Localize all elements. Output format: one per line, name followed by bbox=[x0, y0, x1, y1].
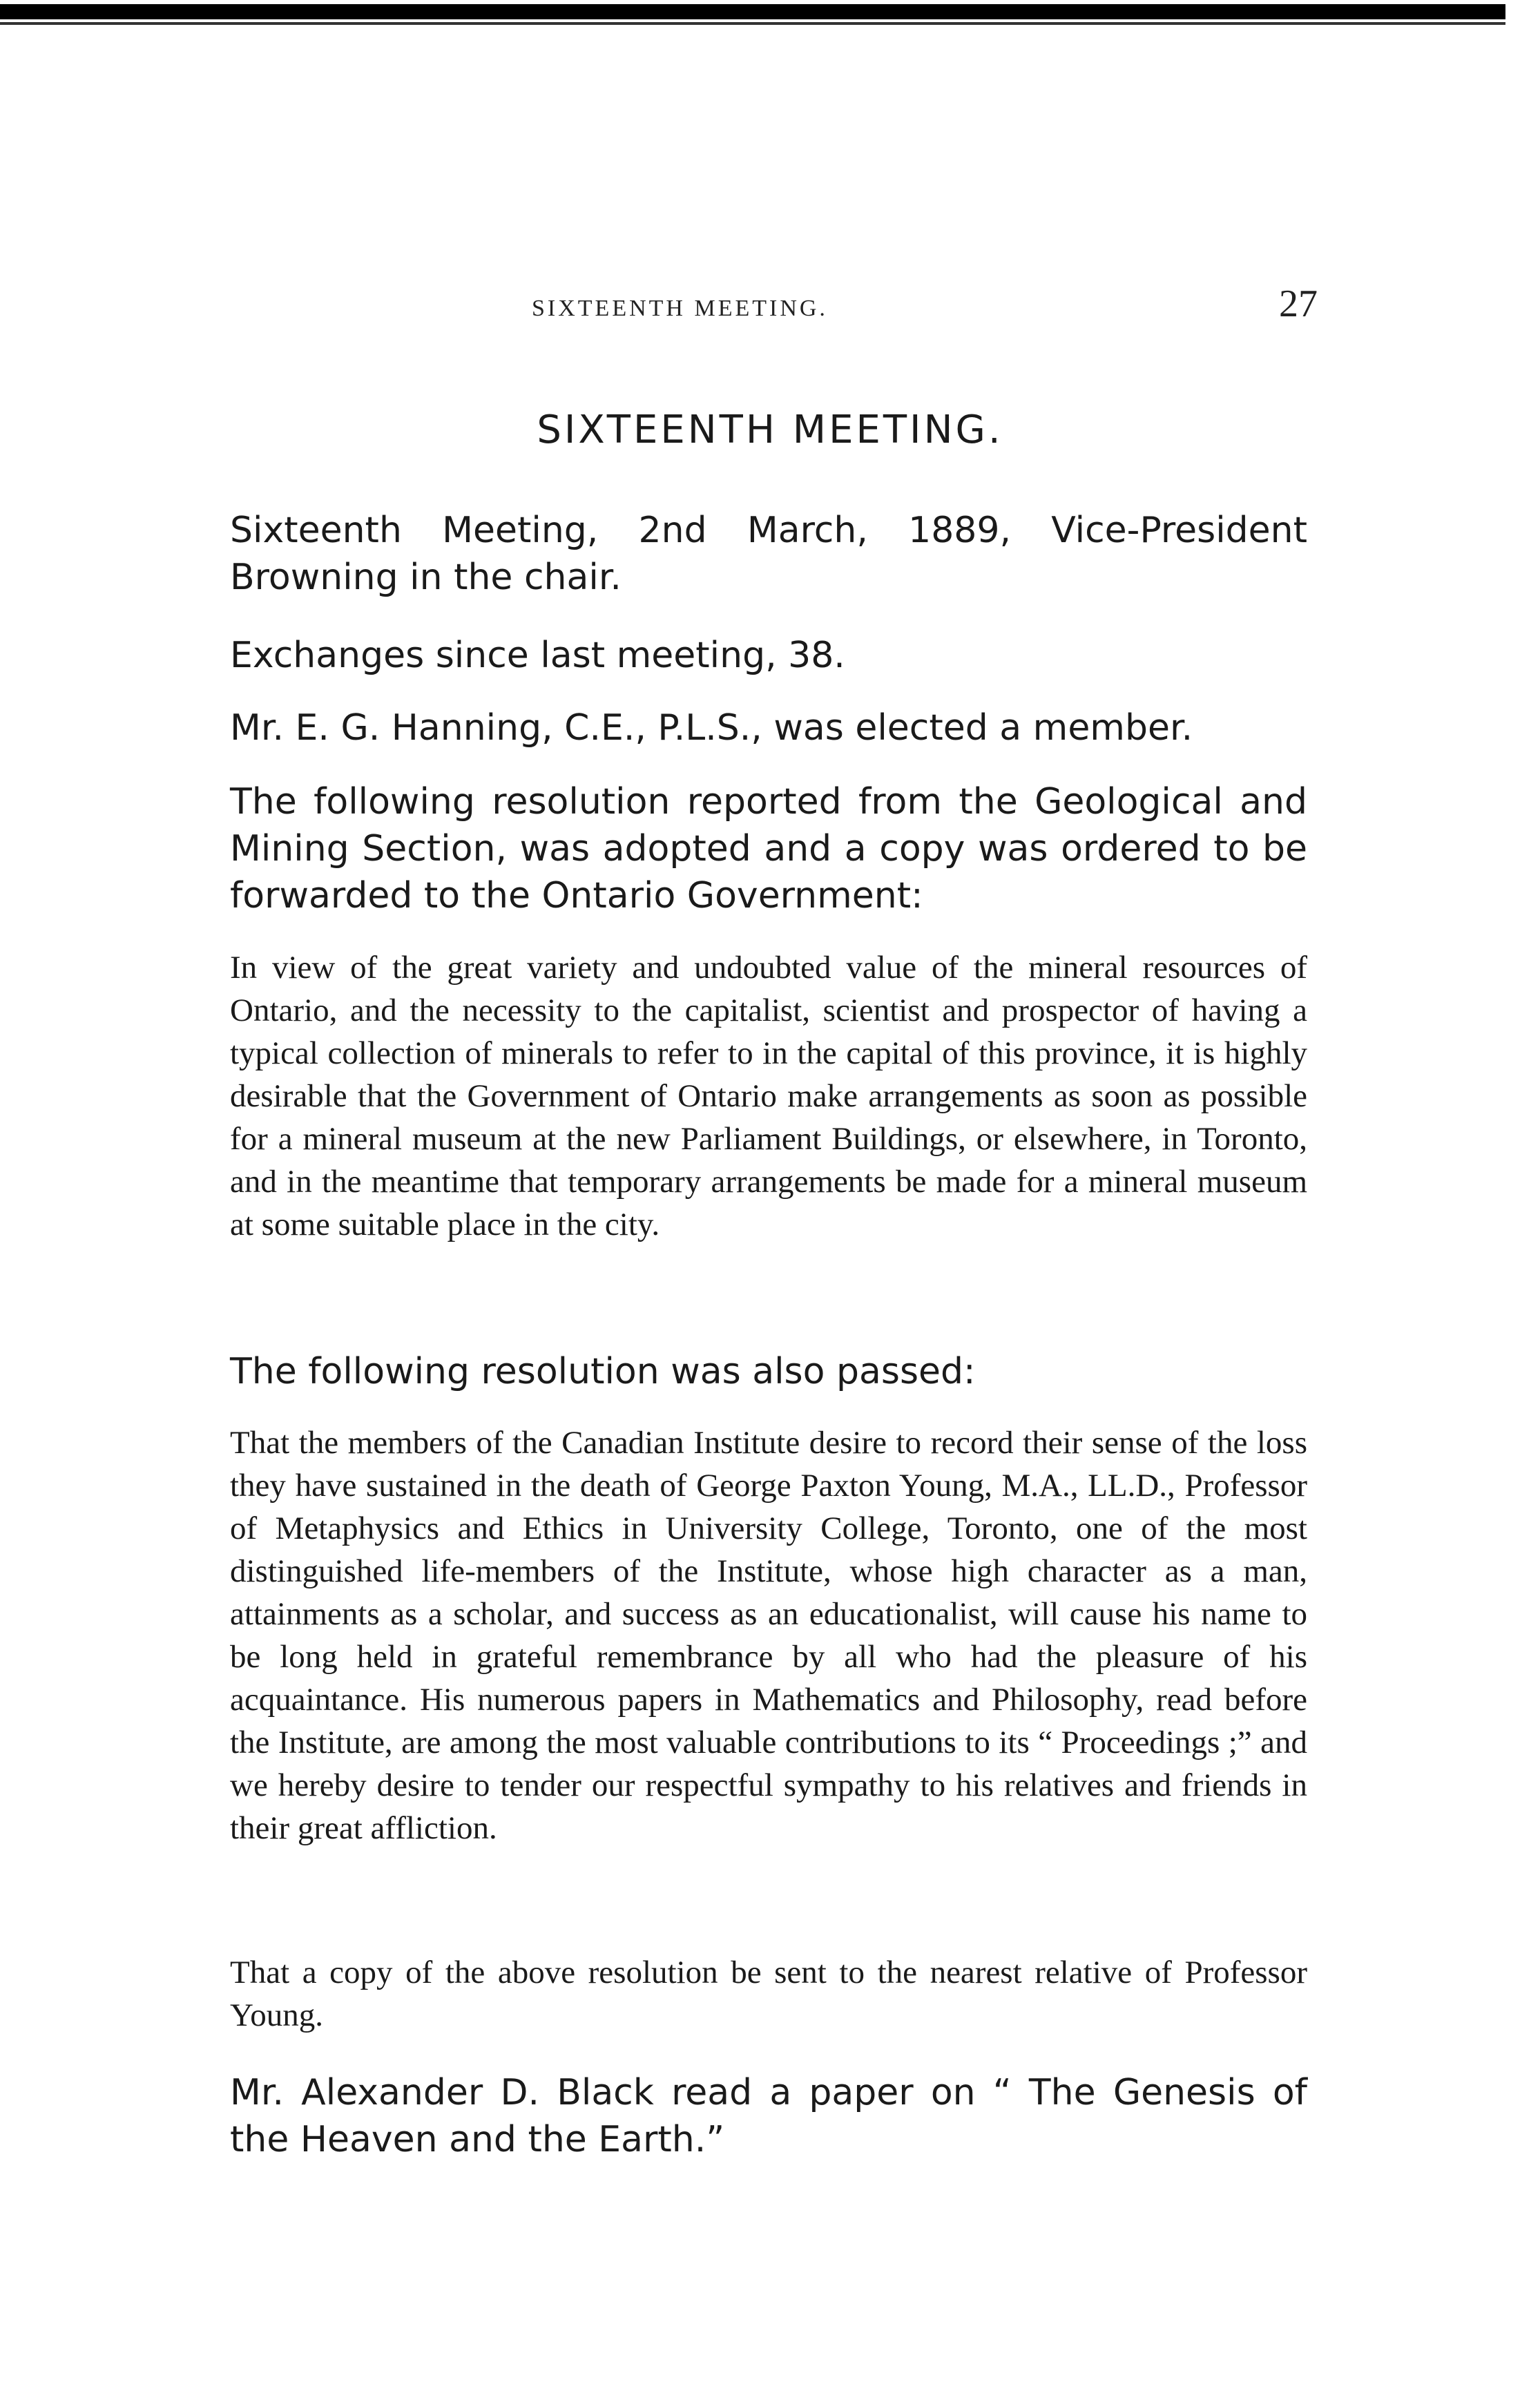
paragraph-meeting-date: Sixteenth Meeting, 2nd March, 1889, Vice-President Browning in the chair. bbox=[230, 510, 1307, 598]
resolution-mineral-museum: In view of the great variety and undoubted value of the mineral resources of Ontario, and the necessity to the capitalist, scientist and prospector of having a typical collection of minerals to refer to in the capital of this province, it is highly desirable that the Government of Ontario make arrangements as soon as possible for a mineral museum at the new Parliament Buildings, or elsewhere, in Toronto, and in the meantime that temporary arrangements be made for a mineral museum at some suitable place in the city. bbox=[230, 950, 1307, 1242]
top-rule bbox=[0, 4, 1505, 19]
page-number: 27 bbox=[1279, 282, 1318, 325]
paragraph-exchanges: Exchanges since last meeting, 38. bbox=[230, 635, 845, 676]
paragraph-resolution-intro: The following resolution reported from the Geological and Mining Section, was adopted and a copy was ordered to be forwarded to the Ontario Government: bbox=[230, 781, 1307, 916]
paragraph-second-resolution-intro: The following resolution was also passed: bbox=[230, 1351, 976, 1392]
resolution-copy-to-relative: That a copy of the above resolution be sent to the nearest relative of Professor Young. bbox=[230, 1955, 1307, 2033]
resolution-professor-young: That the members of the Canadian Institute desire to record their sense of the loss they have sustained in the death of George Paxton Young, M.A., LL.D., Professor of Metaphysics and Ethics in University College, Toronto, one of the most distinguished life-members of the Institute, whose high character as a man, attainments as a scholar, and success as an educationalist, will cause his name to be long held in grateful remembrance by all who had the pleasure of his acquaintance. His numerous papers in Mathematics and Philosophy, read before the Institute, are among the most valuable contributions to its “ Proceedings ;” and we hereby desire to tender our respectful sympathy to his relatives and friends in their great affliction. bbox=[230, 1425, 1307, 1846]
paragraph-paper-read: Mr. Alexander D. Black read a paper on “ The Genesis of the Heaven and the Earth.” bbox=[230, 2072, 1307, 2160]
running-head: SIXTEENTH MEETING. bbox=[532, 296, 828, 321]
top-rule-thin bbox=[0, 22, 1505, 25]
chapter-title: SIXTEENTH MEETING. bbox=[537, 407, 1003, 452]
paragraph-new-member: Mr. E. G. Hanning, C.E., P.L.S., was elected a member. bbox=[230, 707, 1193, 749]
